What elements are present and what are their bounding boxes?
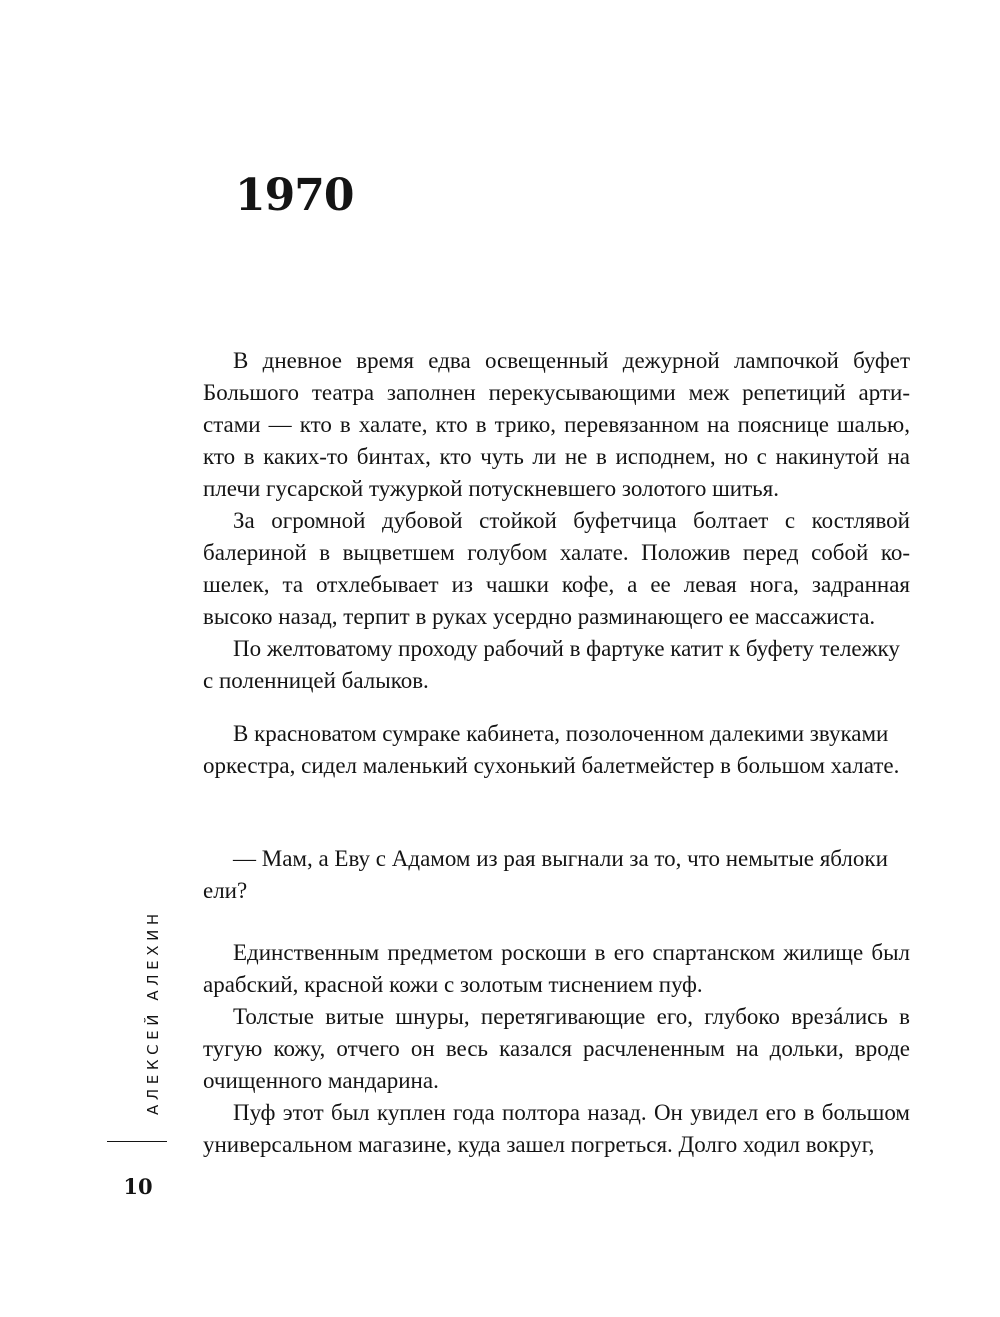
paragraph: В красноватом сумраке кабинета, позолоченном далекими звуками оркестра, сидел маленький сухонький балетмейстер в большом халате. [203,721,900,778]
paragraph: За огромной дубовой стойкой буфетчица болтает с костлявой балериной в выцветшем голубом халате. Положив перед собой кошелек, та отхлебывает из чашки кофе, а ее левая нога, задранная высоко назад, терпит в руках усердно разминающего ее массажиста. [203,508,910,629]
paragraph: По желтоватому проходу рабочий в фартуке катит к буфету тележку с поленницей балыков. [203,636,900,693]
paragraph: Единственным предметом роскоши в его спартанском жилище был арабский, красной кожи с золотым тиснением пуф. [203,940,910,997]
text-section-buffet [203,345,910,697]
paragraph: — Мам, а Еву с Адамом из рая выгнали за то, что немытые яблоки ели? [203,846,888,903]
paragraph: Пуф этот был куплен года полтора назад. Он увидел его в большом универсальном магазине, куда зашел погреться. Долго ходил вокруг, [203,1100,910,1157]
text-section-pouf [203,937,910,1161]
text-section-dialogue [203,843,910,907]
paragraph: Толстые витые шнуры, перетягивающие его, глубоко врезáлись в тугую кожу, отчего он весь казался расчлененным на дольки, вроде очищенного мандарина. [203,1004,910,1093]
paragraph: В дневное время едва освещенный дежурной лампочкой буфет Большого театра заполнен перекусывающими меж репетиций артистами — кто в халате, кто в трико, перевязанном на пояснице шалью, кто в каких-то бинтах, кто чуть ли не в исподнем, но с накинутой на плечи гусарской тужуркой потускневшего золотого шитья. [203,348,910,501]
author-name: АЛЕКСЕЙ АЛЕХИН [144,909,162,1115]
page-number: 10 [123,1174,153,1199]
text-section-cabinet [203,718,910,782]
folio-divider [107,1141,167,1142]
chapter-title: 1970 [235,170,354,221]
